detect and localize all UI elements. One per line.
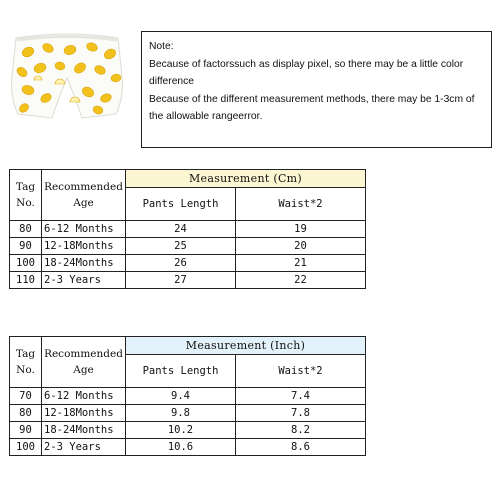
cell-age: 18-24Months [42, 422, 126, 439]
cell-age: 18-24Months [42, 255, 126, 272]
cell-age: 2-3 Years [42, 439, 126, 456]
size-table-inch [9, 336, 366, 456]
table-row [10, 388, 366, 405]
cell-tag: 100 [10, 255, 42, 272]
note-title: Note: [149, 41, 174, 52]
table-row [10, 221, 366, 238]
product-image [8, 28, 126, 124]
header-waist: Waist*2 [236, 355, 366, 388]
cell-tag: 90 [10, 238, 42, 255]
note-box [141, 31, 492, 148]
table-row [10, 255, 366, 272]
cell-length: 26 [126, 255, 236, 272]
cell-tag: 80 [10, 221, 42, 238]
cell-age: 6-12 Months [42, 221, 126, 238]
header-recommended-age: Recommended Age [42, 170, 126, 221]
cell-waist: 19 [236, 221, 366, 238]
table-row [10, 405, 366, 422]
header-pants-length: Pants Length [126, 355, 236, 388]
cell-waist: 7.4 [236, 388, 366, 405]
cell-age: 2-3 Years [42, 272, 126, 289]
cell-age: 6-12 Months [42, 388, 126, 405]
cell-age: 12-18Months [42, 405, 126, 422]
note-line-color: Because of factorssuch as display pixel, so there may be a little color difference [149, 58, 464, 88]
cell-length: 24 [126, 221, 236, 238]
cell-length: 10.2 [126, 422, 236, 439]
header-recommended-age: Recommended Age [42, 337, 126, 388]
cell-tag: 110 [10, 272, 42, 289]
table-row [10, 422, 366, 439]
cell-length: 9.8 [126, 405, 236, 422]
table-row [10, 238, 366, 255]
header-tag-no: Tag No. [10, 337, 42, 388]
cell-waist: 21 [236, 255, 366, 272]
cell-tag: 100 [10, 439, 42, 456]
header-tag-no: Tag No. [10, 170, 42, 221]
cell-waist: 22 [236, 272, 366, 289]
table-row [10, 439, 366, 456]
cell-tag: 80 [10, 405, 42, 422]
cell-tag: 90 [10, 422, 42, 439]
cell-tag: 70 [10, 388, 42, 405]
lemon-shorts-icon [8, 28, 126, 124]
cell-waist: 7.8 [236, 405, 366, 422]
cell-waist: 8.6 [236, 439, 366, 456]
table-row [10, 272, 366, 289]
size-table-cm [9, 169, 366, 289]
header-pants-length: Pants Length [126, 188, 236, 221]
note-line-measurement: Because of the different measurement methods, there may be 1-3cm of the allowable rangeerror. [149, 93, 475, 123]
cell-length: 27 [126, 272, 236, 289]
cell-length: 10.6 [126, 439, 236, 456]
header-measurement-cm: Measurement (Cm) [126, 170, 366, 188]
cell-waist: 8.2 [236, 422, 366, 439]
header-measurement-inch: Measurement (Inch) [126, 337, 366, 355]
cell-length: 25 [126, 238, 236, 255]
cell-age: 12-18Months [42, 238, 126, 255]
header-waist: Waist*2 [236, 188, 366, 221]
cell-waist: 20 [236, 238, 366, 255]
cell-length: 9.4 [126, 388, 236, 405]
